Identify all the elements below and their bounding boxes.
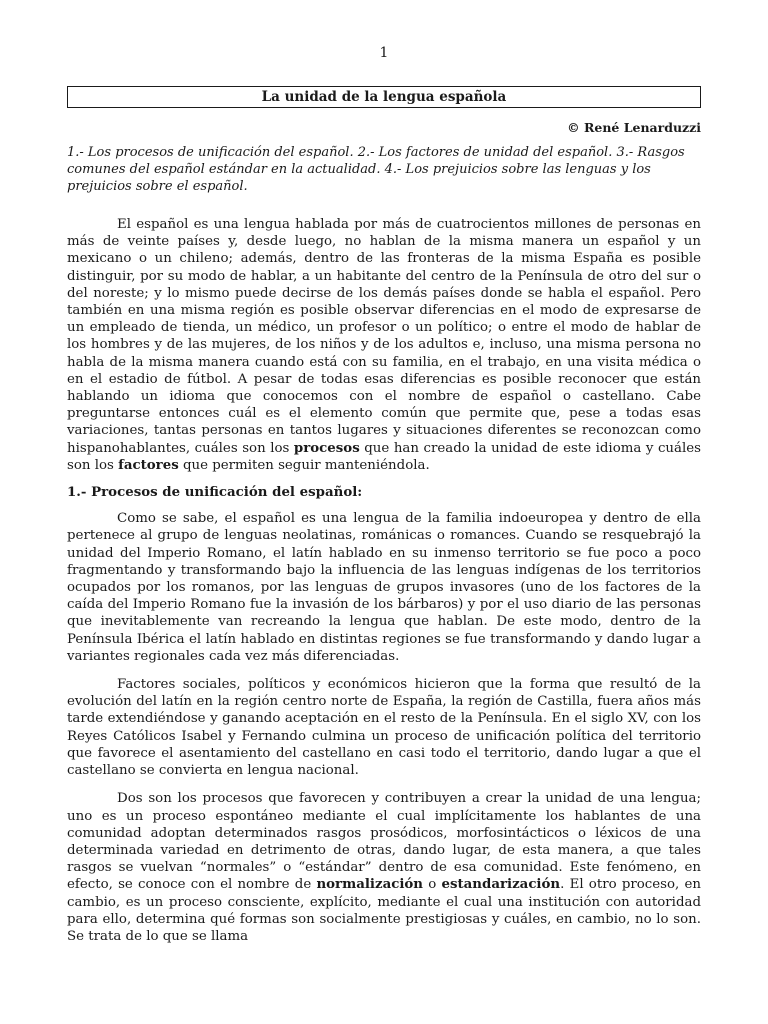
paragraph-text: Dos son los procesos que favorecen y contribuyen a crear la unidad de una lengua; uno es un proceso espontáneo mediante el cual implícitamente los hablantes de una comunidad adoptan determinados rasgos prosódicos, morfosintácticos o léxicos de una determinada variedad en detrimento de otras, dando lugar, de esta manera, a que tales rasgos se vuelvan “normales” o “estándar” dentro de esa comunidad. Este fenómeno, en efecto, se conoce con el nombre de: [67, 791, 701, 893]
section-heading: 1.- Procesos de unificación del español:: [67, 484, 363, 501]
paragraph-text: o: [423, 877, 442, 893]
document-title: La unidad de la lengua española: [67, 86, 701, 108]
paragraph-unification-processes: [67, 790, 701, 945]
paragraph-latin-origins: Como se sabe, el español es una lengua de la familia indoeuropea y dentro de ella pertenece al grupo de lenguas neolatinas, románicas o romances. Cuando se resquebrajó la unidad del Imperio Romano, el latín hablado en su inmenso territorio se fue poco a poco fragmentando y transformando bajo la influencia de las lenguas indígenas de los territorios ocupados por los romanos, por las lenguas de grupos invasores (uno de los factores de la caída del Imperio Romano fue la invasión de los bárbaros) y por el uso diario de las personas que inevitablemente van recreando la lengua que hablan. De este modo, dentro de la Península Ibérica el latín hablado en distintas regiones se fue transformando y dando lugar a variantes regionales cada vez más diferenciadas.: [67, 511, 701, 664]
paragraph-text: . El otro proceso, en cambio, es un proceso consciente, explícito, mediante el cual una institución con autoridad para ello, determina qué formas son socialmente prestigiosas y cuáles, en cambio, no lo son. Se trata de lo que se llama: [67, 877, 701, 944]
body-text: [67, 216, 701, 945]
paragraph-text: El español es una lengua hablada por más de cuatrocientos millones de personas en más de veinte países y, desde luego, no hablan de la misma manera un español y un mexicano o un chileno; además, dentro de las fronteras de la misma España es posible distinguir, por su modo de hablar, a un habitante del centro de la Península de otro del sur o del noreste; y lo mismo puede decirse de los demás países donde se habla el español. Pero también en una misma región es posible observar diferencias en el modo de expresarse de un empleado de tienda, un médico, un profesor o un político; o entre el modo de hablar de los hombres y de las mujeres, de los niños y de los adultos e, incluso, una misma persona no habla de la misma manera cuando está con su familia, en el trabajo, en una visita médica o en el estadio de fútbol. A pesar de todas esas diferencias es posible reconocer que están hablando un idioma que conocemos con el nombre de español o castellano. Cabe preguntarse entonces cuál es el elemento común que permite que, pese a todas esas variaciones, tantas personas en tantos lugares y situaciones diferentes se reconozcan como hispanohablantes, cuáles son los: [67, 217, 701, 456]
paragraph-text: que han creado la unidad de este idioma y cuáles son los: [67, 440, 701, 473]
bold-term-estandarizacion: estandarización: [441, 876, 561, 893]
bold-term-procesos: procesos: [293, 439, 360, 456]
paragraph-castilla: Factores sociales, políticos y económicos hicieron que la forma que resultó de la evolución del latín en la región centro norte de España, la región de Castilla, fuera años más tarde extendiéndose y ganando aceptación en el resto de la Península. En el siglo XV, con los Reyes Católicos Isabel y Fernando culmina un proceso de unificación política del territorio que favorece el asentamiento del castellano en casi todo el territorio, dando lugar a que el castellano se convierta en lengua nacional.: [67, 677, 701, 779]
page-number: 1: [379, 45, 389, 61]
bold-term-factores: factores: [118, 456, 179, 473]
paragraph-introduction: [67, 216, 701, 474]
bold-term-normalizacion: normalización: [316, 876, 424, 893]
abstract-outline: 1.- Los procesos de unificación del español. 2.- Los factores de unidad del español. 3.- Rasgos comunes del español estándar en la actualidad. 4.- Los prejuicios sobre las lenguas y los prejuicios sobre el español.: [67, 145, 685, 195]
author-credit: © René Lenarduzzi: [567, 120, 701, 135]
paragraph-text: que permiten seguir manteniéndola.: [178, 457, 430, 473]
